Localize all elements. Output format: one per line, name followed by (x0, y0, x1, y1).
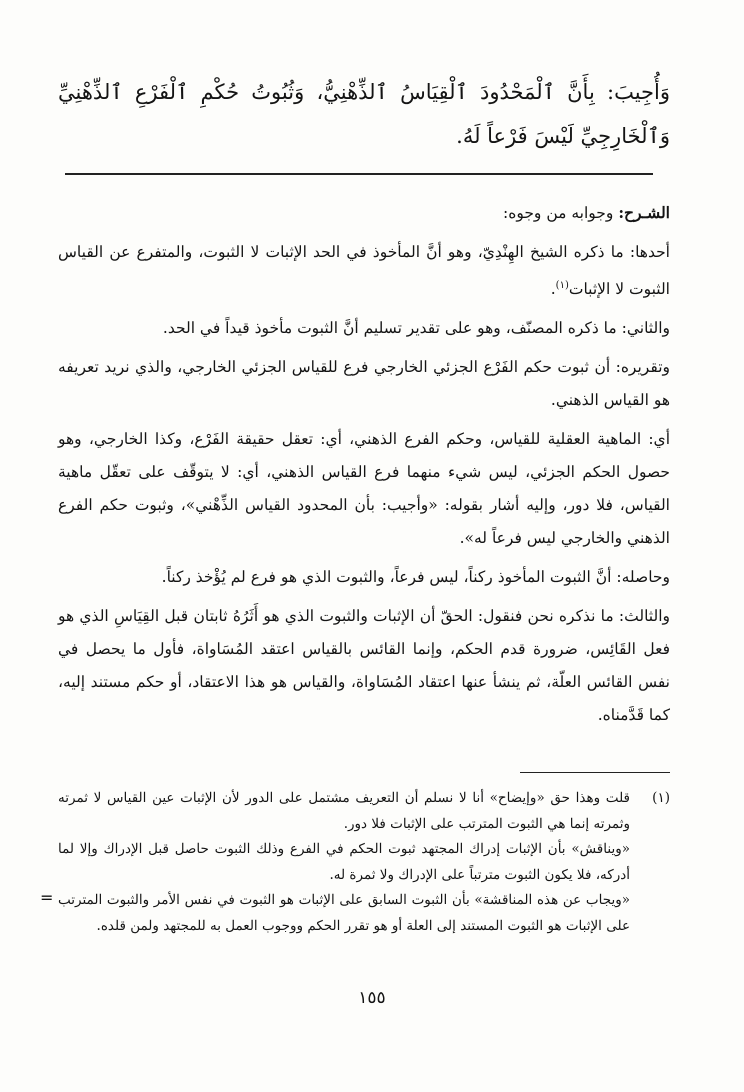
continuation-mark: = (40, 888, 54, 907)
sharh-intro: وجوابه من وجوه: (502, 204, 614, 222)
sharh-paragraph-3: وتقريره: أن ثبوت حكم الفَرْع الجزئي الخارجي فرع للقياس الجزئي الخارجي، والذي نريد تعريفه هو القياس الذهني. (58, 358, 670, 410)
footnote-line: «ويجاب عن هذه المناقشة» بأن الثبوت السابق على الإثبات هو الثبوت في نفس الأمر والثبوت المترتب على الإثبات هو الثبوت المستند إلى العلة أو هو تقرر الحكم ووجوب العمل به للمجتهد ولمن قلده. (58, 892, 630, 934)
footnote-ref: (١) (555, 280, 569, 291)
sharh-intro-line (58, 196, 670, 230)
footnote-line: «ويناقش» بأن الإثبات إدراك المجتهد ثبوت الحكم في الفرع وذلك الثبوت حاصل قبل الإدراك وإلا لما أدركه، فلا يكون الثبوت مترتباً على الإدراك ولا ثمرة له. (58, 841, 630, 883)
footnotes-section (58, 786, 670, 939)
sharh-paragraph-6: والثالث: ما نذكره نحن فنقول: الحقّ أن الإثبات والثبوت الذي هو أَثَرُهُ ثابتان قبل القِيَاسِ الذي هو فعل القَائِس، ضرورة قدم الحكم، وإنما القائس بالقياس اعتقد المُسَاواة، فأول ما يحصل في نفس القائس العلّة، ثم ينشأ عنها اعتقاد المُسَاواة، والقياس هو هذا الاعتقاد، أو حكم مستند إليه، كما قَدَّمناه. (58, 607, 670, 725)
sharh-section (58, 196, 670, 738)
matn-divider (65, 173, 653, 175)
matn-text: وَأُجِيبَ: بِأَنَّ ٱلْمَحْدُودَ ٱلْقِيَاسُ ٱلذِّهْنِيُّ، وَثُبُوتُ حُكْمِ ٱلْفَرْعِ ٱلذِّهْنِيِّ وَٱلْخَارِجِيِّ لَيْسَ فَرْعاً لَهُ. (58, 80, 670, 148)
page-number: ١٥٥ (358, 988, 386, 1008)
footnote-item (58, 786, 670, 939)
footnote-body (58, 786, 630, 939)
paragraph-text: أحدها: ما ذكره الشيخ الهِنْدِيّ، وهو أنَّ المأخوذ في الحد الإثبات لا الثبوت، والمتفرع عن القياس الثبوت لا الإثبات (58, 243, 670, 299)
sharh-heading: الشـرح: (618, 203, 670, 222)
sharh-paragraph-5: وحاصله: أنَّ الثبوت المأخوذ ركناً، ليس فرعاً، والثبوت الذي هو فرع لم يُؤْخذ ركناً. (161, 568, 670, 587)
paragraph-end: . (550, 280, 556, 299)
sharh-paragraph-1 (58, 236, 670, 306)
page-body (58, 70, 670, 1070)
footnote-divider (520, 772, 670, 773)
sharh-paragraph-4: أي: الماهية العقلية للقياس، وحكم الفرع الذهني، أي: تعقل حقيقة الفَرْع، وكذا الخارجي، وهو حصول الحكم الجزئي، ليس شيء منهما فرع القياس الذهني، أي: لا يتوقّف على تعقّل ماهية القياس، فلا دور، وإليه أشار بقوله: «وأجيب: بأن المحدود القياس الذِّهْني»، وثبوت حكم الفرع الذهني والخارجي ليس فرعاً له». (58, 430, 670, 548)
footnote-line: قلت وهذا حق «وإيضاح» أنا لا نسلم أن التعريف مشتمل على الدور لأن الإثبات عين القياس لا ثمرته وثمرته إنما هي الثبوت المترتب على الإثبات فلا دور. (58, 790, 630, 832)
sharh-paragraph-2: والثاني: ما ذكره المصنّف، وهو على تقدير تسليم أنَّ الثبوت مأخوذ قيداً في الحد. (162, 319, 670, 338)
footnote-number: (١) (652, 790, 670, 806)
